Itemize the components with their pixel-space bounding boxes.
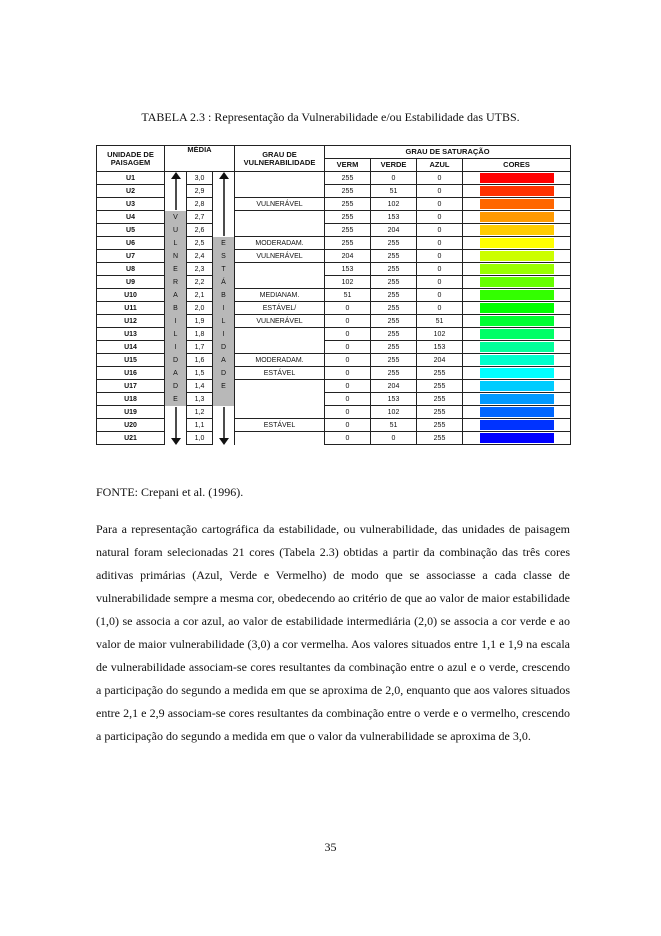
color-swatch xyxy=(480,303,554,313)
red-value: 153 xyxy=(325,263,371,276)
vulnerability-grade: MEDIANAM. xyxy=(235,289,325,302)
vulnerability-grade xyxy=(235,211,325,224)
table-row xyxy=(97,367,571,380)
unit-cell: U13 xyxy=(97,328,165,341)
red-value: 0 xyxy=(325,393,371,406)
media-value: 2,2 xyxy=(187,276,213,289)
color-swatch xyxy=(480,212,554,222)
color-cell xyxy=(463,211,571,224)
color-cell xyxy=(463,198,571,211)
blue-value: 255 xyxy=(417,406,463,419)
media-value: 1,4 xyxy=(187,380,213,393)
red-value: 0 xyxy=(325,354,371,367)
green-value: 0 xyxy=(371,432,417,445)
table-row xyxy=(97,172,571,185)
color-cell xyxy=(463,276,571,289)
red-value: 0 xyxy=(325,302,371,315)
blue-value: 153 xyxy=(417,341,463,354)
vertical-label-right: I xyxy=(213,302,235,315)
header-grau: GRAU DE VULNERABILIDADE xyxy=(235,146,325,172)
color-cell xyxy=(463,237,571,250)
table-row xyxy=(97,341,571,354)
unit-cell: U10 xyxy=(97,289,165,302)
color-swatch xyxy=(480,225,554,235)
green-value: 255 xyxy=(371,263,417,276)
unit-cell: U7 xyxy=(97,250,165,263)
color-cell xyxy=(463,302,571,315)
media-value: 2,0 xyxy=(187,302,213,315)
media-value: 2,3 xyxy=(187,263,213,276)
blue-value: 255 xyxy=(417,367,463,380)
green-value: 204 xyxy=(371,380,417,393)
vertical-label-left: E xyxy=(165,263,187,276)
blue-value: 0 xyxy=(417,250,463,263)
header-azul: AZUL xyxy=(417,159,463,172)
blue-value: 0 xyxy=(417,263,463,276)
vulnerability-grade: VULNERÁVEL xyxy=(235,315,325,328)
color-cell xyxy=(463,406,571,419)
red-value: 51 xyxy=(325,289,371,302)
green-value: 153 xyxy=(371,211,417,224)
header-verm: VERM xyxy=(325,159,371,172)
green-value: 102 xyxy=(371,406,417,419)
header-unit: UNIDADE DE PAISAGEM xyxy=(97,146,165,172)
table-row xyxy=(97,380,571,393)
vertical-label-left: D xyxy=(165,380,187,393)
table-row xyxy=(97,315,571,328)
green-value: 255 xyxy=(371,328,417,341)
blue-value: 255 xyxy=(417,419,463,432)
green-value: 153 xyxy=(371,393,417,406)
unit-cell: U3 xyxy=(97,198,165,211)
table-row xyxy=(97,211,571,224)
vertical-label-right: B xyxy=(213,289,235,302)
media-value: 1,5 xyxy=(187,367,213,380)
media-value: 2,8 xyxy=(187,198,213,211)
vertical-label-left: B xyxy=(165,302,187,315)
color-swatch xyxy=(480,433,554,443)
vertical-label-right: D xyxy=(213,341,235,354)
color-cell xyxy=(463,289,571,302)
unit-cell: U2 xyxy=(97,185,165,198)
vulnerability-table xyxy=(96,145,571,445)
table-row xyxy=(97,354,571,367)
unit-cell: U8 xyxy=(97,263,165,276)
red-value: 0 xyxy=(325,419,371,432)
vertical-label-left: A xyxy=(165,367,187,380)
green-value: 255 xyxy=(371,276,417,289)
green-value: 255 xyxy=(371,289,417,302)
green-value: 255 xyxy=(371,341,417,354)
green-value: 0 xyxy=(371,172,417,185)
vulnerability-grade xyxy=(235,341,325,354)
vulnerability-grade xyxy=(235,406,325,419)
vulnerability-grade: ESTÁVEL xyxy=(235,419,325,432)
red-value: 102 xyxy=(325,276,371,289)
arrow-down-right-icon xyxy=(218,406,230,445)
blue-value: 0 xyxy=(417,237,463,250)
green-value: 51 xyxy=(371,185,417,198)
unit-cell: U6 xyxy=(97,237,165,250)
blue-value: 0 xyxy=(417,211,463,224)
blue-value: 0 xyxy=(417,276,463,289)
color-swatch xyxy=(480,420,554,430)
blue-value: 102 xyxy=(417,328,463,341)
table-row xyxy=(97,237,571,250)
unit-cell: U19 xyxy=(97,406,165,419)
vulnerability-grade: VULNERÁVEL xyxy=(235,250,325,263)
media-value: 1,9 xyxy=(187,315,213,328)
arrow-up-top-icon xyxy=(170,172,182,211)
red-value: 255 xyxy=(325,237,371,250)
vertical-label-left: I xyxy=(165,341,187,354)
red-value: 255 xyxy=(325,224,371,237)
color-cell xyxy=(463,224,571,237)
unit-cell: U12 xyxy=(97,315,165,328)
media-value: 3,0 xyxy=(187,172,213,185)
green-value: 255 xyxy=(371,354,417,367)
table-row xyxy=(97,250,571,263)
table-row xyxy=(97,289,571,302)
blue-value: 0 xyxy=(417,289,463,302)
red-value: 204 xyxy=(325,250,371,263)
vulnerability-grade: MODERADAM. xyxy=(235,237,325,250)
color-swatch xyxy=(480,264,554,274)
color-cell xyxy=(463,419,571,432)
color-cell xyxy=(463,432,571,445)
media-value: 1,6 xyxy=(187,354,213,367)
vulnerability-grade xyxy=(235,224,325,237)
table-row xyxy=(97,393,571,406)
unit-cell: U9 xyxy=(97,276,165,289)
media-value: 2,4 xyxy=(187,250,213,263)
vertical-label-right: E xyxy=(213,380,235,393)
media-value: 2,6 xyxy=(187,224,213,237)
header-cores: CORES xyxy=(463,159,571,172)
color-cell xyxy=(463,341,571,354)
unit-cell: U17 xyxy=(97,380,165,393)
blue-value: 255 xyxy=(417,393,463,406)
red-value: 0 xyxy=(325,367,371,380)
body-paragraph: Para a representação cartográfica da estabilidade, ou vulnerabilidade, das unidades de paisagem natural foram selecionadas 21 cores (Tabela 2.3) obtidas a partir da combinação das três cores aditivas primárias (Azul, Verde e Vermelho) de modo que se associasse a cada classe de vulnerabilidade sempre a mesma cor, obedecendo ao critério de que ao valor de maior estabilidade (1,0) se associa a cor azul, ao valor de estabilidade intermediária (2,0) se associa a cor verde e ao valor de maior vulnerabilidade (3,0) a cor vermelha. Aos valores situados entre 1,1 e 1,9 na escala de vulnerabilidade associam-se cores resultantes da combinação entre o azul e o verde, crescendo a participação do segundo a medida em que se aproxima de 2,0, enquanto que aos valores situados entre 2,1 e 2,9 associam-se cores resultantes da combinação entre o verde e o vermelho, crescendo a participação do segundo a medida em que o valor da vulnerabilidade se aproxima de 3,0. xyxy=(96,522,570,743)
unit-cell: U16 xyxy=(97,367,165,380)
media-value: 1,3 xyxy=(187,393,213,406)
vertical-label-left: A xyxy=(165,289,187,302)
media-value: 1,7 xyxy=(187,341,213,354)
media-value: 1,8 xyxy=(187,328,213,341)
blue-value: 0 xyxy=(417,224,463,237)
blue-value: 0 xyxy=(417,302,463,315)
vertical-label-right: I xyxy=(213,328,235,341)
table-row xyxy=(97,224,571,237)
red-value: 0 xyxy=(325,341,371,354)
red-value: 0 xyxy=(325,432,371,445)
color-swatch xyxy=(480,368,554,378)
page-number: 35 xyxy=(324,840,337,854)
vertical-label-right: D xyxy=(213,367,235,380)
color-cell xyxy=(463,393,571,406)
table-row xyxy=(97,432,571,445)
red-value: 0 xyxy=(325,406,371,419)
unit-cell: U21 xyxy=(97,432,165,445)
unit-cell: U18 xyxy=(97,393,165,406)
unit-cell: U5 xyxy=(97,224,165,237)
vulnerability-grade xyxy=(235,263,325,276)
color-swatch xyxy=(480,238,554,248)
red-value: 255 xyxy=(325,185,371,198)
vertical-label-left: U xyxy=(165,224,187,237)
vertical-label-left: L xyxy=(165,237,187,250)
red-value: 0 xyxy=(325,328,371,341)
blue-value: 255 xyxy=(417,432,463,445)
vertical-label-right: S xyxy=(213,250,235,263)
vulnerability-grade: ESTÁVEL/ xyxy=(235,302,325,315)
color-swatch xyxy=(480,199,554,209)
media-value: 2,5 xyxy=(187,237,213,250)
unit-cell: U1 xyxy=(97,172,165,185)
vulnerability-grade xyxy=(235,393,325,406)
green-value: 51 xyxy=(371,419,417,432)
table-row xyxy=(97,328,571,341)
header-media: MÉDIA xyxy=(165,146,235,172)
table-row xyxy=(97,263,571,276)
header-verde: VERDE xyxy=(371,159,417,172)
table-row xyxy=(97,302,571,315)
blue-value: 204 xyxy=(417,354,463,367)
color-swatch xyxy=(480,329,554,339)
color-cell xyxy=(463,172,571,185)
color-swatch xyxy=(480,342,554,352)
color-swatch xyxy=(480,277,554,287)
vertical-label-left: I xyxy=(165,315,187,328)
color-swatch xyxy=(480,394,554,404)
green-value: 204 xyxy=(371,224,417,237)
vertical-label-left: R xyxy=(165,276,187,289)
unit-cell: U4 xyxy=(97,211,165,224)
media-value: 2,9 xyxy=(187,185,213,198)
unit-cell: U14 xyxy=(97,341,165,354)
vertical-label-right: Á xyxy=(213,276,235,289)
vertical-label-right xyxy=(213,393,235,406)
blue-value: 0 xyxy=(417,185,463,198)
blue-value: 51 xyxy=(417,315,463,328)
arrow-up-right-icon xyxy=(218,172,230,237)
color-cell xyxy=(463,380,571,393)
color-swatch xyxy=(480,173,554,183)
vertical-label-left: N xyxy=(165,250,187,263)
color-swatch xyxy=(480,355,554,365)
color-swatch xyxy=(480,407,554,417)
color-cell xyxy=(463,250,571,263)
media-value: 2,7 xyxy=(187,211,213,224)
green-value: 102 xyxy=(371,198,417,211)
vertical-label-left: V xyxy=(165,211,187,224)
vulnerability-grade: VULNERÁVEL xyxy=(235,198,325,211)
red-value: 255 xyxy=(325,172,371,185)
header-saturacao: GRAU DE SATURAÇÃO xyxy=(325,146,571,159)
green-value: 255 xyxy=(371,237,417,250)
vertical-label-right: A xyxy=(213,354,235,367)
color-cell xyxy=(463,185,571,198)
table-row xyxy=(97,276,571,289)
red-value: 0 xyxy=(325,380,371,393)
vulnerability-grade xyxy=(235,185,325,198)
vertical-label-left: L xyxy=(165,328,187,341)
vulnerability-grade: ESTÁVEL xyxy=(235,367,325,380)
blue-value: 255 xyxy=(417,380,463,393)
green-value: 255 xyxy=(371,302,417,315)
color-cell xyxy=(463,263,571,276)
unit-cell: U15 xyxy=(97,354,165,367)
red-value: 255 xyxy=(325,211,371,224)
color-swatch xyxy=(480,316,554,326)
vulnerability-grade xyxy=(235,432,325,445)
vertical-label-right: L xyxy=(213,315,235,328)
media-value: 1,0 xyxy=(187,432,213,445)
color-swatch xyxy=(480,290,554,300)
unit-cell: U11 xyxy=(97,302,165,315)
media-value: 1,1 xyxy=(187,419,213,432)
green-value: 255 xyxy=(371,315,417,328)
vertical-label-left: D xyxy=(165,354,187,367)
color-cell xyxy=(463,367,571,380)
table-row xyxy=(97,419,571,432)
blue-value: 0 xyxy=(417,172,463,185)
red-value: 255 xyxy=(325,198,371,211)
vertical-label-right: T xyxy=(213,263,235,276)
media-value: 2,1 xyxy=(187,289,213,302)
blue-value: 0 xyxy=(417,198,463,211)
color-cell xyxy=(463,315,571,328)
green-value: 255 xyxy=(371,250,417,263)
vulnerability-grade xyxy=(235,276,325,289)
table-source: FONTE: Crepani et al. (1996). xyxy=(96,485,244,499)
vulnerability-grade: MODERADAM. xyxy=(235,354,325,367)
red-value: 0 xyxy=(325,315,371,328)
vulnerability-grade xyxy=(235,380,325,393)
green-value: 255 xyxy=(371,367,417,380)
arrow-down-bottom-icon xyxy=(170,406,182,445)
vertical-label-left: E xyxy=(165,393,187,406)
table-row xyxy=(97,185,571,198)
vulnerability-grade xyxy=(235,328,325,341)
color-cell xyxy=(463,354,571,367)
color-swatch xyxy=(480,251,554,261)
media-value: 1,2 xyxy=(187,406,213,419)
vertical-label-right: E xyxy=(213,237,235,250)
color-swatch xyxy=(480,186,554,196)
color-cell xyxy=(463,328,571,341)
table-row xyxy=(97,406,571,419)
table-caption: TABELA 2.3 : Representação da Vulnerabilidade e/ou Estabilidade das UTBS. xyxy=(141,110,520,124)
vulnerability-table-wrapper xyxy=(96,145,570,465)
vulnerability-grade xyxy=(235,172,325,185)
unit-cell: U20 xyxy=(97,419,165,432)
table-body xyxy=(97,172,571,445)
color-swatch xyxy=(480,381,554,391)
table-row xyxy=(97,198,571,211)
